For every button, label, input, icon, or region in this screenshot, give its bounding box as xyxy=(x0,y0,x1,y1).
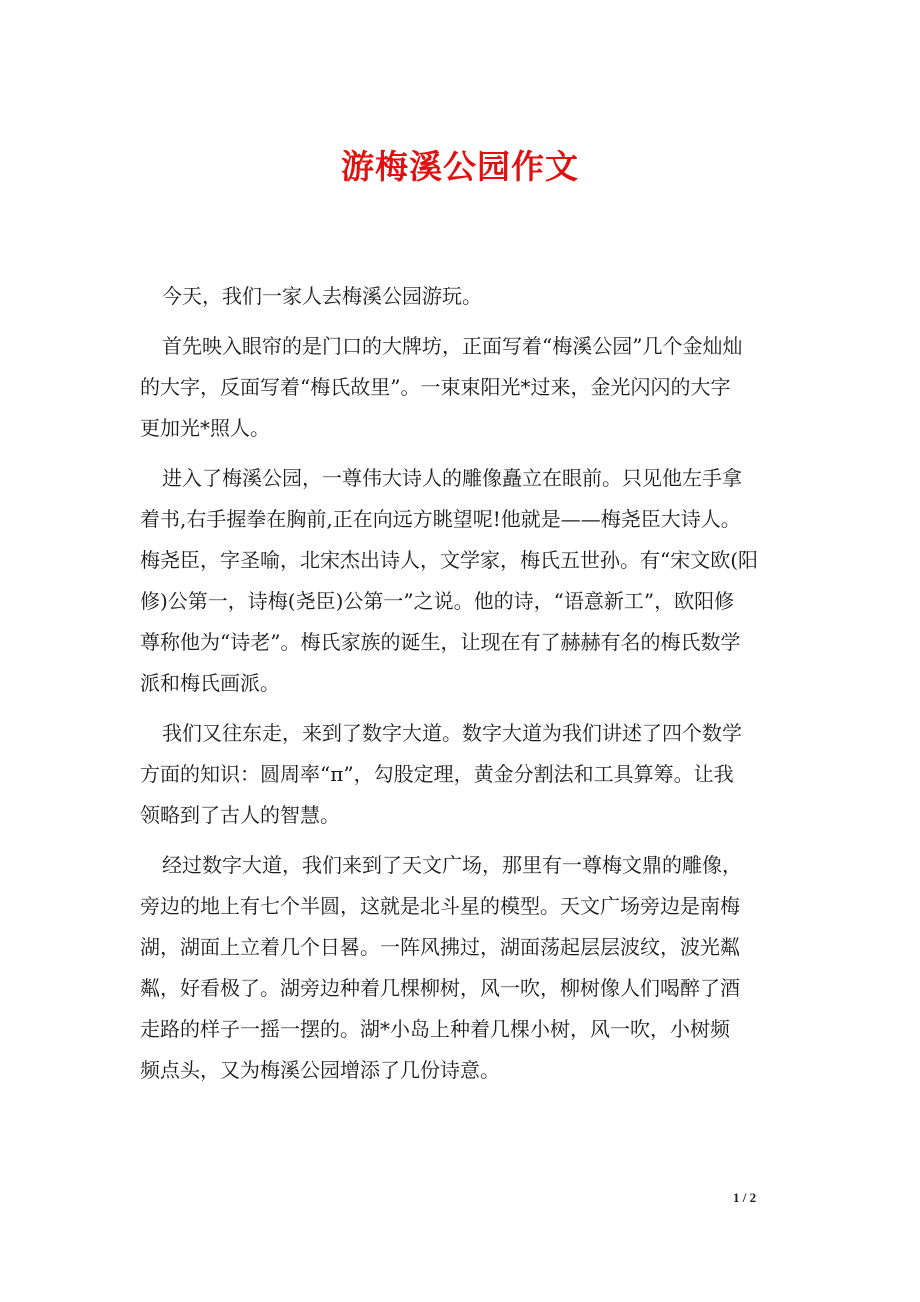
paragraph-line: 方面的知识：圆周率“π”，勾股定理，黄金分割法和工具算筹。让我 xyxy=(140,762,734,786)
document-body xyxy=(140,276,785,1100)
paragraph-2 xyxy=(140,326,785,449)
page-number: 1 / 2 xyxy=(733,1190,757,1205)
paragraph-line: 派和梅氏画派。 xyxy=(140,671,280,695)
paragraph-line: 着书,右手握拳在胸前,正在向远方眺望呢!他就是——梅尧臣大诗人。 xyxy=(140,507,741,531)
paragraph-3 xyxy=(140,458,785,704)
paragraph-line: 频点头，又为梅溪公园增添了几份诗意。 xyxy=(140,1058,500,1082)
paragraph-line: 修)公第一，诗梅(尧臣)公第一”之说。他的诗，“语意新工”，欧阳修 xyxy=(140,589,735,613)
paragraph-line: 首先映入眼帘的是门口的大牌坊，正面写着“梅溪公园”几个金灿灿 xyxy=(162,334,743,358)
paragraph-line: 领略到了古人的智慧。 xyxy=(140,803,340,827)
paragraph-line: 今天，我们一家人去梅溪公园游玩。 xyxy=(162,284,482,308)
paragraph-line: 湖，湖面上立着几个日晷。一阵风拂过，湖面荡起层层波纹，波光粼 xyxy=(140,935,740,959)
paragraph-line: 旁边的地上有七个半圆，这就是北斗星的模型。天文广场旁边是南梅 xyxy=(140,894,740,918)
paragraph-line: 经过数字大道，我们来到了天文广场，那里有一尊梅文鼎的雕像， xyxy=(162,853,742,877)
paragraph-line: 的大字，反面写着“梅氏故里”。一束束阳光*过来，金光闪闪的大字 xyxy=(140,375,731,399)
paragraph-5 xyxy=(140,845,785,1091)
paragraph-line: 我们又往东走，来到了数字大道。数字大道为我们讲述了四个数学 xyxy=(162,721,742,745)
paragraph-1 xyxy=(140,276,785,317)
paragraph-line: 梅尧臣，字圣喻，北宋杰出诗人，文学家，梅氏五世孙。有“宋文欧(阳 xyxy=(140,548,759,572)
paragraph-line: 更加光*照人。 xyxy=(140,416,270,440)
paragraph-line: 尊称他为“诗老”。梅氏家族的诞生，让现在有了赫赫有名的梅氏数学 xyxy=(140,630,741,654)
paragraph-line: 进入了梅溪公园，一尊伟大诗人的雕像矗立在眼前。只见他左手拿 xyxy=(162,466,742,490)
paragraph-4 xyxy=(140,713,785,836)
paragraph-line: 粼，好看极了。湖旁边种着几棵柳树，风一吹，柳树像人们喝醉了酒 xyxy=(140,976,740,1000)
paragraph-line: 走路的样子一摇一摆的。湖*小岛上种着几棵小树，风一吹，小树频 xyxy=(140,1017,730,1041)
document-title: 游梅溪公园作文 xyxy=(341,147,579,186)
